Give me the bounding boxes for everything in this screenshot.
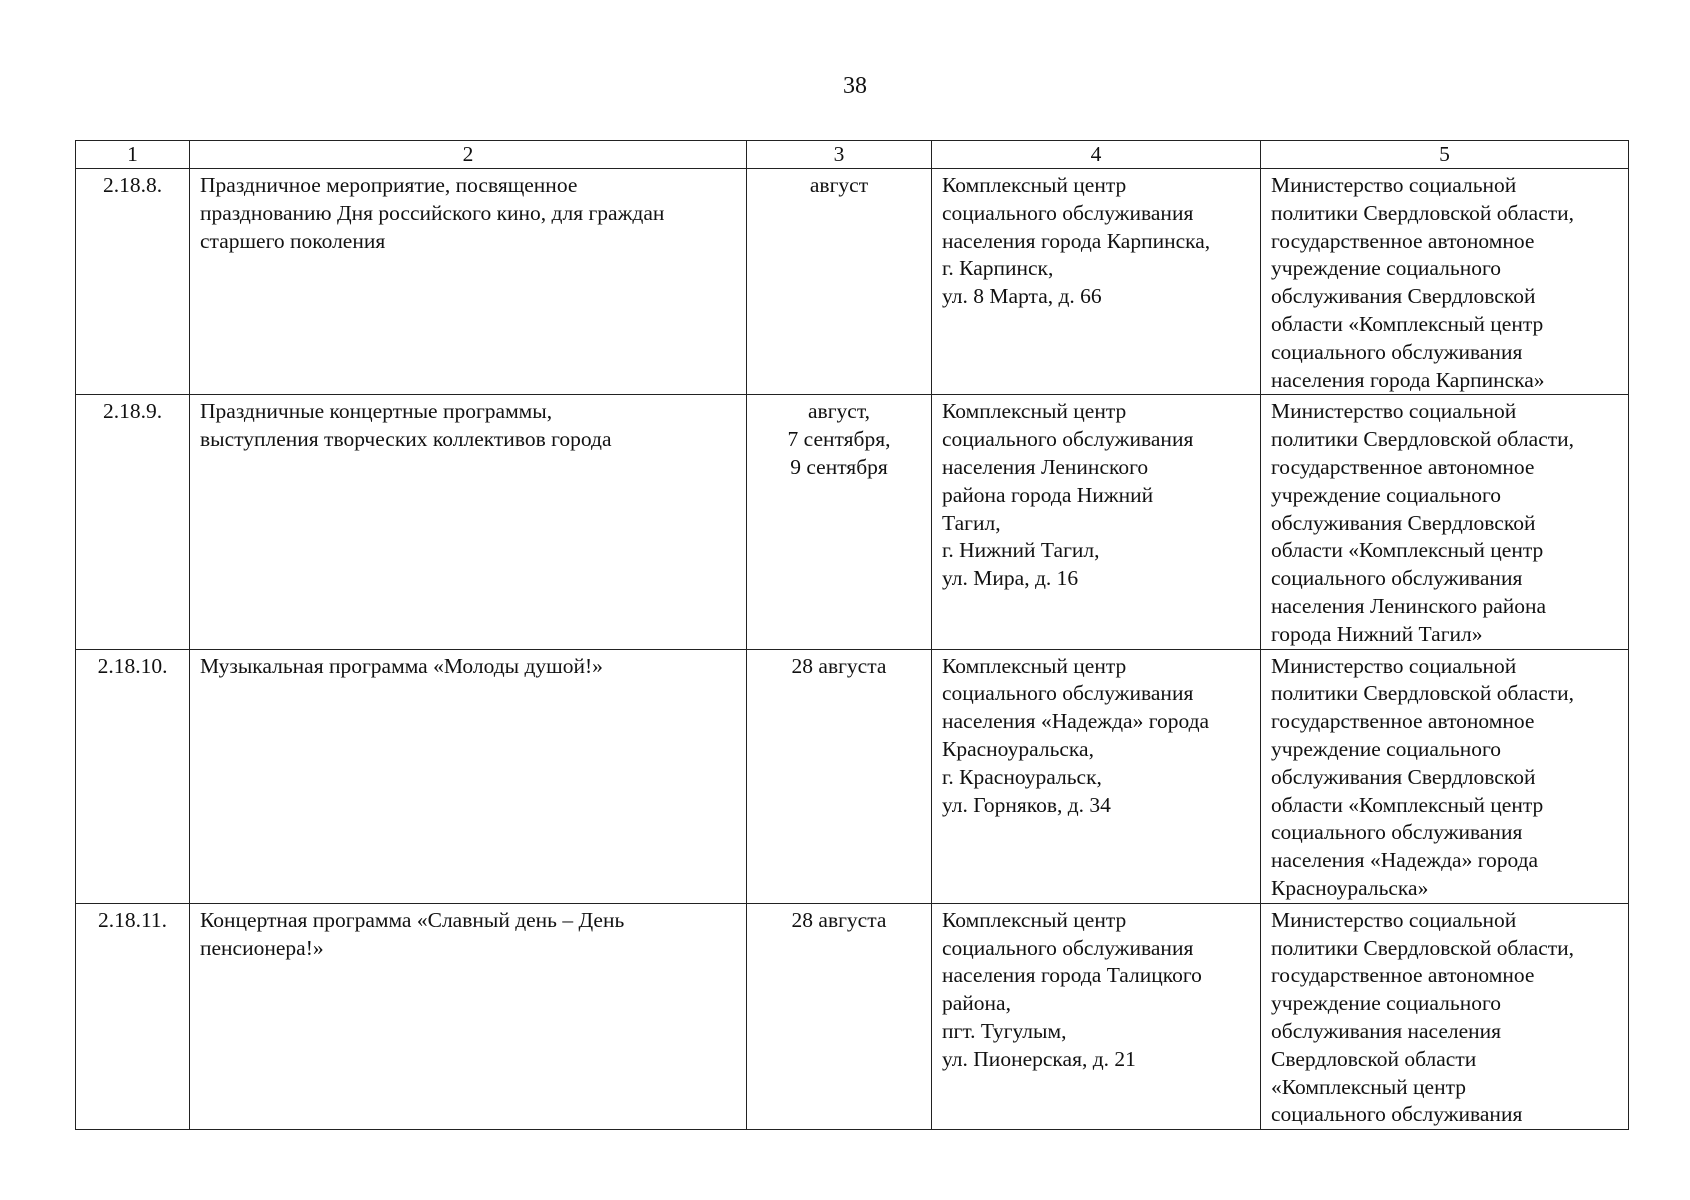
column-header: 1: [76, 141, 190, 169]
event-date: август: [747, 169, 932, 395]
page-number: 38: [843, 73, 867, 99]
event-place: Комплексный центр социального обслуживания населения города Талицкого района, пгт. Тугулым, ул. Пионерская, д. 21: [932, 903, 1261, 1129]
table-row: [76, 395, 1629, 649]
table-row: [76, 169, 1629, 395]
column-header: 5: [1261, 141, 1629, 169]
table-row: [76, 649, 1629, 903]
event-date: август, 7 сентября, 9 сентября: [747, 395, 932, 649]
events-table: [75, 140, 1629, 1130]
column-header: 2: [190, 141, 747, 169]
table-header-row: [76, 141, 1629, 169]
event-organizer: Министерство социальной политики Свердловской области, государственное автономное учреждение социального обслуживания Свердловской области «Комплексный центр социального обслуживания населения города Карпинска»: [1261, 169, 1629, 395]
event-organizer: Министерство социальной политики Свердловской области, государственное автономное учреждение социального обслуживания Свердловской области «Комплексный центр социального обслуживания населения «Надежда» города Красноуральска»: [1261, 649, 1629, 903]
event-date: 28 августа: [747, 903, 932, 1129]
event-title: Музыкальная программа «Молоды душой!»: [190, 649, 747, 903]
column-header: 4: [932, 141, 1261, 169]
event-place: Комплексный центр социального обслуживания населения города Карпинска, г. Карпинск, ул. 8 Марта, д. 66: [932, 169, 1261, 395]
event-organizer: Министерство социальной политики Свердловской области, государственное автономное учреждение социального обслуживания населения Свердловской области «Комплексный центр социального обслуживания: [1261, 903, 1629, 1129]
item-number: 2.18.11.: [76, 903, 190, 1129]
event-title: Праздничное мероприятие, посвященное празднованию Дня российского кино, для граждан старшего поколения: [190, 169, 747, 395]
event-place: Комплексный центр социального обслуживания населения Ленинского района города Нижний Тагил, г. Нижний Тагил, ул. Мира, д. 16: [932, 395, 1261, 649]
item-number: 2.18.8.: [76, 169, 190, 395]
event-place: Комплексный центр социального обслуживания населения «Надежда» города Красноуральска, г. Красноуральск, ул. Горняков, д. 34: [932, 649, 1261, 903]
item-number: 2.18.9.: [76, 395, 190, 649]
event-title: Праздничные концертные программы, выступления творческих коллективов города: [190, 395, 747, 649]
event-date: 28 августа: [747, 649, 932, 903]
event-organizer: Министерство социальной политики Свердловской области, государственное автономное учреждение социального обслуживания Свердловской области «Комплексный центр социального обслуживания населения Ленинского района города Нижний Тагил»: [1261, 395, 1629, 649]
column-header: 3: [747, 141, 932, 169]
item-number: 2.18.10.: [76, 649, 190, 903]
table-row: [76, 903, 1629, 1129]
event-title: Концертная программа «Славный день – День пенсионера!»: [190, 903, 747, 1129]
